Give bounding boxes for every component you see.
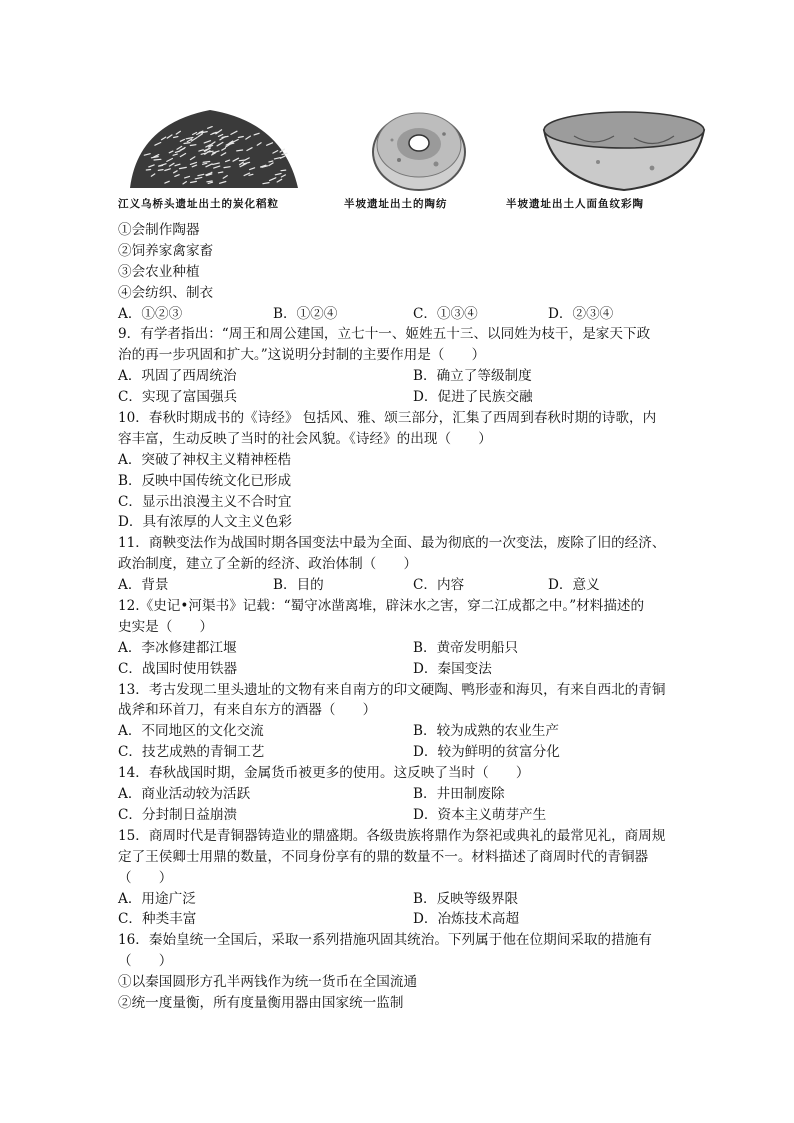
rice-grain	[218, 172, 222, 173]
rice-grain	[239, 160, 244, 161]
rice-grain	[207, 181, 212, 182]
question-stem: 13．考古发现二里头遗址的文物有来自南方的印文硬陶、鸭形壶和海贝，有来自西北的青铜	[118, 681, 666, 698]
option-a: A．李冰修建都江堰	[118, 639, 237, 656]
question-list	[118, 220, 678, 1014]
option-a: A．①②③	[118, 305, 183, 322]
option-a: A．背景	[118, 577, 169, 594]
question-stem: （ ）	[118, 869, 173, 886]
question-stem: 政治制度，建立了全新的经济、政治体制（ ）	[118, 556, 418, 573]
question-stem: 定了王侯卿士用鼎的数量，不同身份享有的鼎的数量不一。材料描述了商周时代的青铜器	[118, 848, 649, 865]
q9-options-row2	[118, 387, 678, 408]
rice-grain	[146, 170, 150, 171]
option-c: C．种类丰富	[118, 911, 197, 928]
rice-grain	[281, 170, 286, 171]
option-c: C．技艺成熟的青铜工艺	[118, 744, 265, 761]
q12-options-row1	[118, 638, 678, 659]
option-d: D．具有浓厚的人文主义色彩	[118, 514, 293, 531]
option-d: D．冶炼技术高超	[413, 911, 520, 928]
option-b: B．①②④	[273, 305, 338, 322]
list-item: ①会制作陶器	[118, 222, 200, 238]
q15-options-row2	[118, 909, 678, 930]
option-a: A．不同地区的文化交流	[118, 723, 264, 740]
question-stem: （ ）	[118, 953, 173, 970]
question-stem: 11．商鞅变法作为战国时期各国变法中最为全面、最为彻底的一次变法，废除了旧的经济、	[118, 535, 666, 552]
option-b: B．反映等级界限	[413, 890, 519, 907]
rice-grain	[154, 159, 161, 160]
list-item: ②统一度量衡，所有度量衡用器由国家统一监制	[118, 994, 404, 1011]
q9-options-row1	[118, 366, 678, 387]
question-stem: 15．商周时代是青铜器铸造业的鼎盛期。各级贵族将鼎作为祭祀或典礼的最常见礼，商周规	[118, 827, 666, 844]
q14-options-row2	[118, 805, 678, 826]
option-c: C．显示出浪漫主义不合时宜	[118, 493, 292, 510]
option-c: C．实现了富国强兵	[118, 389, 238, 406]
q13-options-row2	[118, 742, 678, 763]
painted-pottery-bowl-icon	[534, 102, 714, 194]
option-a: A．用途广泛	[118, 890, 196, 907]
option-d: D．资本主义萌芽产生	[413, 806, 547, 823]
q14-options-row1	[118, 784, 678, 805]
figure-caption: 半坡遗址出土的陶纺	[344, 198, 448, 210]
option-d: D．②③④	[548, 305, 614, 322]
option-b: B．井田制废除	[413, 786, 505, 803]
question-stem: 16．秦始皇统一全国后，采取一系列措施巩固其统治。下列属于他在位期间采取的措施有	[118, 932, 652, 949]
option-a: A．突破了神权主义精神桎梏	[118, 451, 291, 468]
q12-options-row2	[118, 659, 678, 680]
q15-options-row1	[118, 889, 678, 910]
question-stem: 12.《史记•河渠书》记载：“蜀守冰凿离堆，辟沫水之害，穿二江成都之中。”材料描述的	[118, 598, 645, 615]
figure-caption: 江义乌桥头遗址出土的炭化稻粒	[118, 198, 279, 210]
question-stem: 战斧和环首刀，有来自东方的酒器（ ）	[118, 702, 377, 719]
question-stem: 9．有学者指出：“周王和周公建国，立七十一、姬姓五十三、以同姓为枝干，是家天下政	[118, 326, 651, 343]
option-b: B．目的	[273, 577, 324, 594]
question-stem: 容丰富，生动反映了当时的社会风貌。《诗经》的出现（ ）	[118, 430, 492, 447]
question-stem: 10．春秋时期成书的《诗经》 包括风、雅、颂三部分，汇集了西周到春秋时期的诗歌，内	[118, 410, 657, 427]
list-item: ②饲养家禽家畜	[118, 242, 214, 259]
option-c: C．分封制日益崩溃	[118, 806, 238, 823]
option-b: B．确立了等级制度	[413, 368, 532, 385]
list-item: ①以秦国圆形方孔半两钱作为统一货币在全国流通	[118, 974, 418, 991]
option-d: D．促进了民族交融	[413, 389, 533, 406]
q11-options	[118, 575, 678, 596]
rice-grain	[158, 170, 163, 171]
figure-caption: 半坡遗址出土人面鱼纹彩陶	[506, 198, 644, 210]
option-c: C．①③④	[413, 305, 478, 322]
q8-options	[118, 304, 678, 325]
option-a: A．商业活动较为活跃	[118, 786, 251, 803]
figure-spindle-whorl	[344, 102, 504, 218]
list-item: ④会纺织、制衣	[118, 284, 214, 301]
option-c: C．内容	[413, 577, 465, 594]
question-stem: 治的再一步巩固和扩大。”这说明分封制的主要作用是（ ）	[118, 347, 486, 364]
option-d: D．较为鲜明的贫富分化	[413, 744, 560, 761]
option-b: B．反映中国传统文化已形成	[118, 472, 292, 489]
rice-grain	[190, 145, 196, 146]
option-d: D．意义	[548, 577, 600, 594]
list-item: ③会农业种植	[118, 263, 200, 280]
rice-grain	[203, 162, 210, 163]
option-c: C．战国时使用铁器	[118, 660, 238, 677]
question-stem: 14．春秋战国时期，金属货币被更多的使用。这反映了当时（ ）	[118, 765, 530, 782]
option-d: D．秦国变法	[413, 660, 492, 677]
option-b: B．黄帝发明船只	[413, 639, 519, 656]
figure-rice	[118, 102, 328, 218]
option-a: A．巩固了西周统治	[118, 368, 237, 385]
pottery-spindle-whorl-icon	[364, 102, 474, 194]
option-b: B．较为成熟的农业生产	[413, 723, 559, 740]
question-stem: 史实是（ ）	[118, 618, 214, 635]
q13-options-row1	[118, 721, 678, 742]
carbonized-rice-icon	[118, 102, 308, 194]
figure-painted-bowl	[506, 102, 696, 218]
